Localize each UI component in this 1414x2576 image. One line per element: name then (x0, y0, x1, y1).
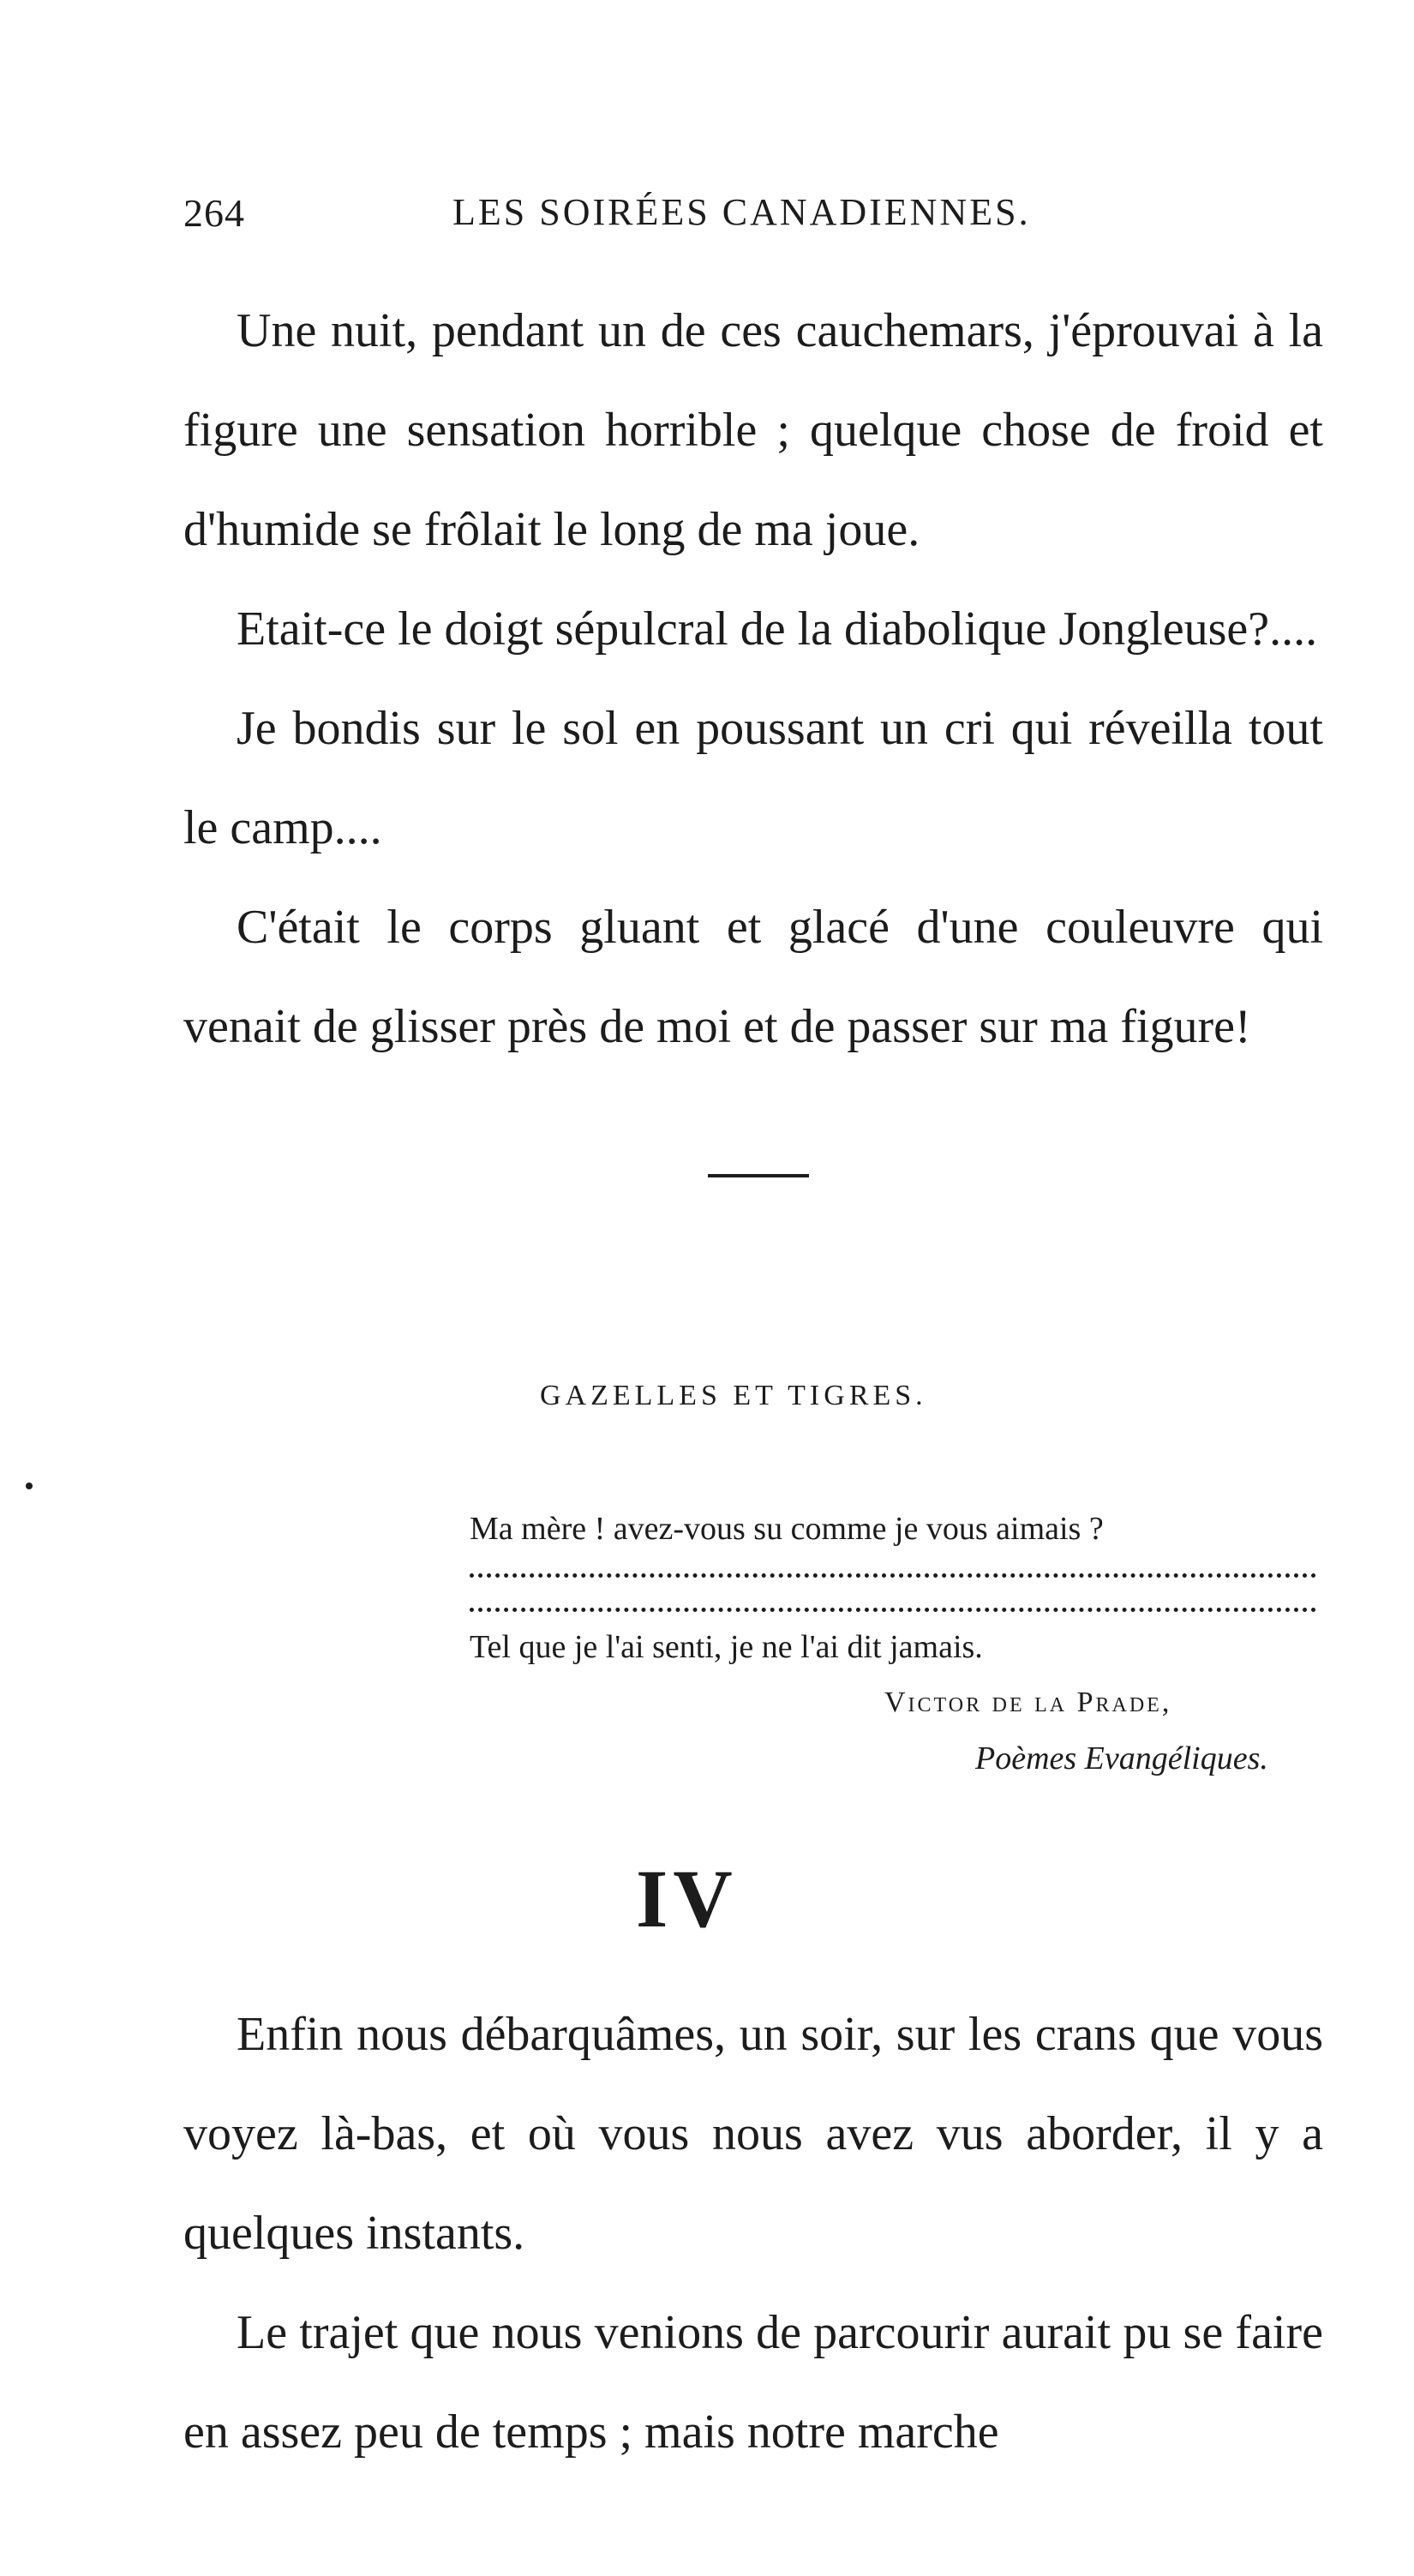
paragraph: Le trajet que nous venions de parcourir aurait pu se faire en assez peu de temps ; mais notre marche (183, 2306, 1323, 2459)
epigraph-author: Victor de la Prade, (884, 1686, 1172, 1718)
chapter-number: IV (636, 1853, 738, 1944)
paragraph: Enfin nous débarquâmes, un soir, sur les crans que vous voyez là-bas, et où vous nous avez vus aborder, il y a quelques instants. (183, 2008, 1323, 2260)
paragraph: Une nuit, pendant un de ces cauchemars, j'éprouvai à la figure une sensation horrible ; quelque chose de froid et d'humide se frôlait le long de ma joue. (183, 304, 1323, 556)
paragraph: Etait-ce le doigt sépulcral de la diabolique Jongleuse?.... (237, 602, 1318, 656)
running-title: LES SOIRÉES CANADIENNES. (452, 191, 1031, 233)
epigraph-ellipsis-row (470, 1573, 1316, 1578)
paragraph: C'était le corps gluant et glacé d'une couleuvre qui venait de glisser près de moi et de passer sur ma figure! (183, 901, 1323, 1053)
epigraph-ellipsis-row (470, 1608, 1316, 1612)
section-separator-rule (708, 1174, 809, 1177)
page-number: 264 (183, 191, 245, 235)
epigraph-source: Poèmes Evangéliques. (975, 1740, 1268, 1776)
body-text-bottom (183, 1985, 1323, 2482)
epigraph-line: Ma mère ! avez-vous su comme je vous aimais ? (470, 1511, 1104, 1547)
section-title: GAZELLES ET TIGRES. (540, 1380, 927, 1411)
ink-speck (26, 1483, 33, 1489)
body-text-top (183, 281, 1323, 1076)
paragraph: Je bondis sur le sol en poussant un cri qui réveilla tout le camp.... (183, 702, 1323, 854)
epigraph-line: Tel que je l'ai senti, je ne l'ai dit jamais. (470, 1629, 983, 1665)
